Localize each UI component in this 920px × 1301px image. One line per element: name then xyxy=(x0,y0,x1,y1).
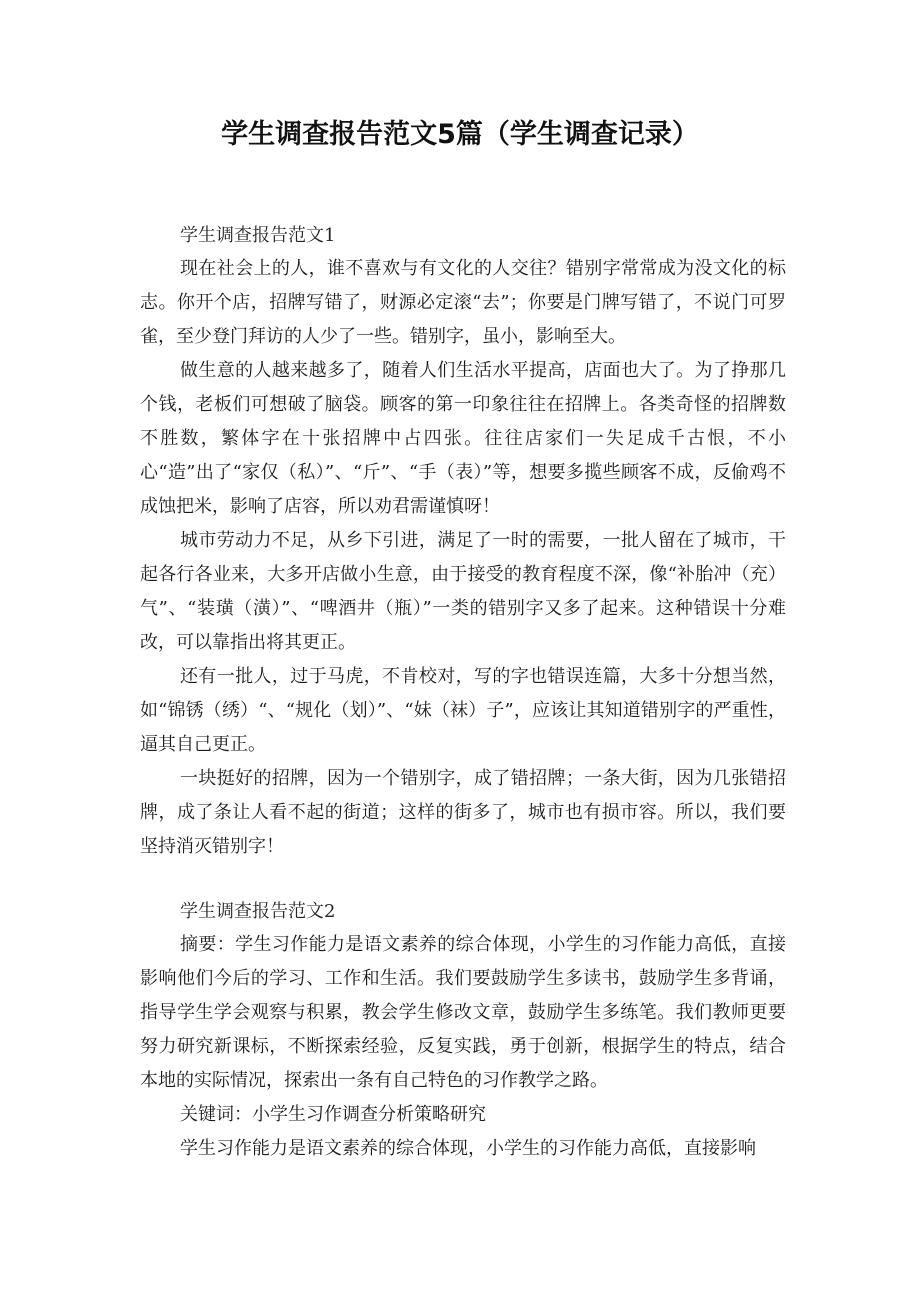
document-title: 学生调查报告范文5篇（学生调查记录） xyxy=(221,119,699,150)
section-1-paragraph: 现在社会上的人，谁不喜欢与有文化的人交往？错别字常常成为没文化的标志。你开个店，招牌写错了，财源必定滚“去”；你要是门牌写错了，不说门可罗雀，至少登门拜访的人少了一些。错别字，虽小，影响至大。 xyxy=(140,258,786,347)
section-divider-space xyxy=(140,864,786,896)
section-2-paragraph: 摘要：学生习作能力是语文素养的综合体现，小学生的习作能力高低，直接影响他们今后的学习、工作和生活。我们要鼓励学生多读书，鼓励学生多背诵，指导学生学会观察与积累，教会学生修改文章，鼓励学生多练笔。我们教师更要努力研究新课标，不断探索经验，反复实践，勇于创新，根据学生的特点，结合本地的实际情况，探索出一条有自己特色的习作教学之路。 xyxy=(140,934,786,1091)
section-1-paragraph: 城市劳动力不足，从乡下引进，满足了一时的需要，一批人留在了城市，干起各行各业来，大多开店做小生意，由于接受的教育程度不深，像“补胎冲（充）气”、“装璜（潢）”、“啤酒井（瓶）”一类的错别字又多了起来。这种错误十分难改，可以靠指出将其更正。 xyxy=(140,530,786,653)
document-body xyxy=(140,220,786,1166)
section-2-heading: 学生调查报告范文2 xyxy=(180,901,336,922)
section-1-paragraph: 做生意的人越来越多了，随着人们生活水平提高，店面也大了。为了挣那几个钱，老板们可想破了脑袋。顾客的第一印象往往在招牌上。各类奇怪的招牌数不胜数，繁体字在十张招牌中占四张。往往店家们一失足成千古恨，不小心“造”出了“家仅（私）”、“斤”、“手（表）”等，想要多揽些顾客不成，反偷鸡不成蚀把米，影响了店容，所以劝君需谨慎呀！ xyxy=(140,360,786,517)
section-2-paragraph: 学生习作能力是语文素养的综合体现，小学生的习作能力高低，直接影响 xyxy=(180,1138,756,1159)
section-1-heading: 学生调查报告范文1 xyxy=(180,225,336,246)
section-1-paragraph: 还有一批人，过于马虎，不肯校对，写的字也错误连篇，大多十分想当然，如“锦锈（绣）“、“规化（划）”、“妹（袜）子”，应该让其知道错别字的严重性，逼其自己更正。 xyxy=(140,666,786,755)
section-2-keywords: 关键词：小学生习作调查分析策略研究 xyxy=(180,1104,486,1125)
section-1-paragraph: 一块挺好的招牌，因为一个错别字，成了错招牌；一条大街，因为几张错招牌，成了条让人看不起的街道；这样的街多了，城市也有损市容。所以，我们要坚持消灭错别字！ xyxy=(140,768,786,857)
